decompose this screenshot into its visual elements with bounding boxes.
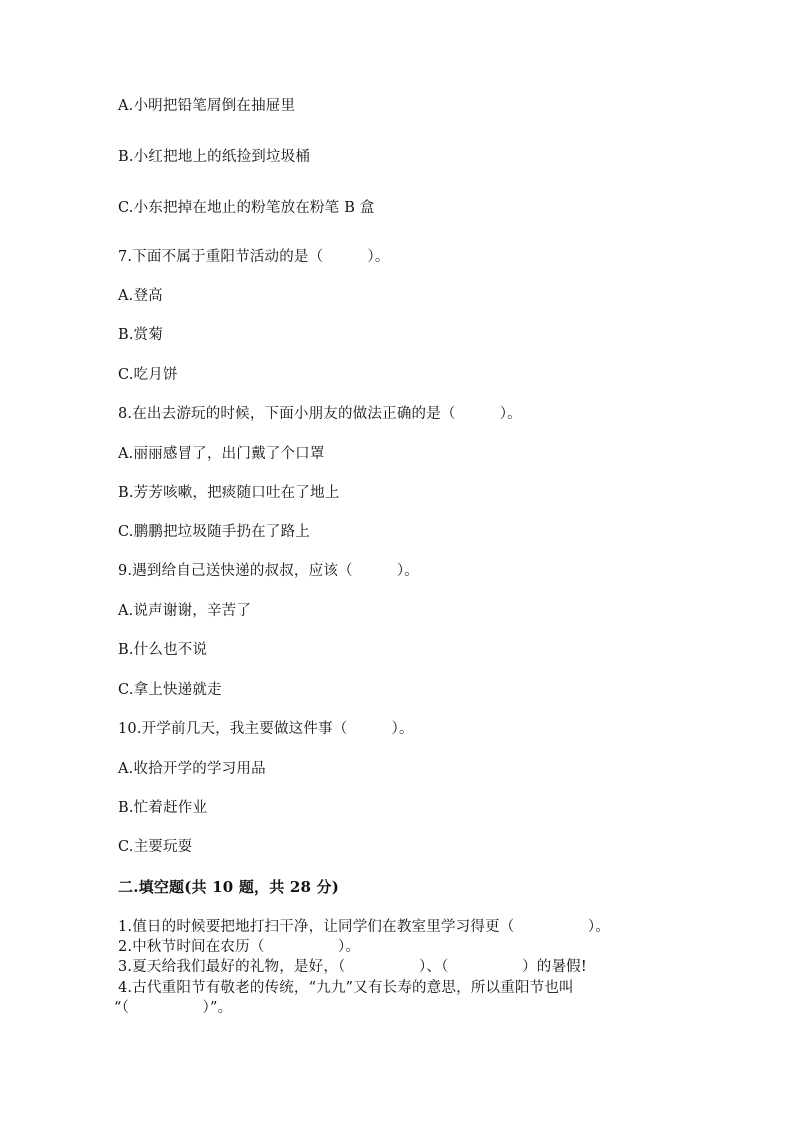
option-6b: B.小红把地上的纸捡到垃圾桶: [118, 149, 311, 165]
option-9a: A.说声谢谢，辛苦了: [118, 603, 252, 619]
fill-question-2: 2.中秋节时间在农历（ ）。: [118, 939, 361, 955]
option-10b: B.忙着赶作业: [118, 800, 208, 816]
option-9c: C.拿上快递就走: [118, 682, 222, 698]
section-heading-fill-in: 二.填空题(共 10 题，共 28 分): [118, 878, 340, 896]
option-8c: C.鹏鹏把垃圾随手扔在了路上: [118, 524, 310, 540]
question-10: 10.开学前几天，我主要做这件事（ ）。: [118, 721, 414, 737]
question-9: 9.遇到给自己送快递的叔叔，应该（ ）。: [118, 563, 419, 579]
option-8a: A.丽丽感冒了，出门戴了个口罩: [118, 446, 325, 462]
option-7b: B.赏菊: [118, 327, 164, 343]
question-8: 8.在出去游玩的时候，下面小朋友的做法正确的是（ ）。: [118, 406, 522, 422]
question-7: 7.下面不属于重阳节活动的是（ ）。: [118, 249, 390, 265]
option-6c: C.小东把掉在地止的粉笔放在粉笔 B 盒: [118, 200, 375, 216]
option-7c: C.吃月饼: [118, 367, 178, 383]
option-10a: A.收拾开学的学习用品: [118, 761, 266, 777]
option-8b: B.芳芳咳嗽，把痰随口吐在了地上: [118, 485, 340, 501]
option-6a: A.小明把铅笔屑倒在抽屉里: [118, 98, 296, 114]
option-7a: A.登高: [118, 288, 163, 304]
fill-question-4-continuation: “（ ）”。: [114, 1000, 233, 1016]
fill-question-1: 1.值日的时候要把地打扫干净，让同学们在教室里学习得更（ ）。: [118, 919, 611, 935]
fill-question-3: 3.夏天给我们最好的礼物，是好，（ ）、（ ）的暑假!: [118, 959, 587, 975]
option-10c: C.主要玩耍: [118, 839, 193, 855]
fill-question-4: 4.古代重阳节有敬老的传统，“九九”又有长寿的意思，所以重阳节也叫: [118, 980, 574, 996]
option-9b: B.什么也不说: [118, 642, 208, 658]
